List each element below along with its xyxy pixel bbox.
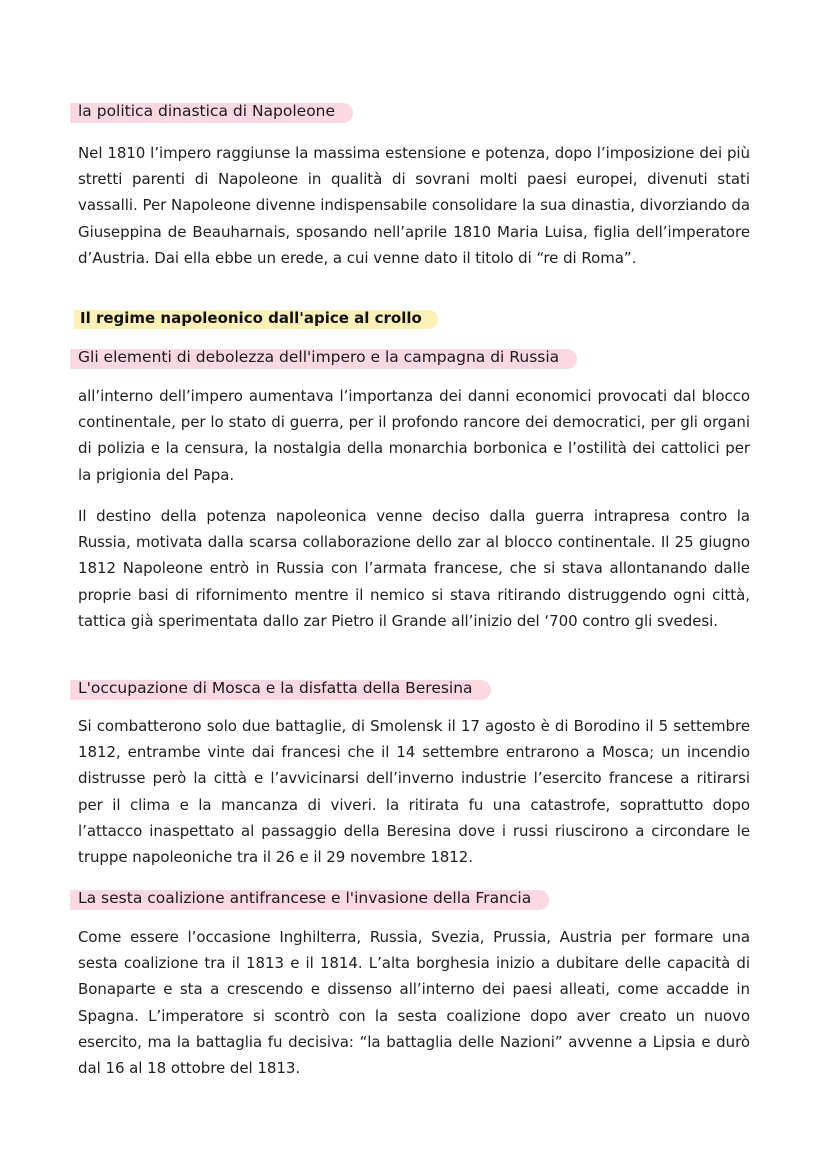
paragraph: all’interno dell’impero aumentava l’importanza dei danni economici provocati dal blocco continentale, per lo stato di guerra, per il profondo rancore dei democratici, per gli organi di polizia e la censura, la nostalgia della monarchia borbonica e l’ostilità dei cattolici per la prigionia del Papa.	[78, 387, 750, 484]
paragraph: Si combatterono solo due battaglie, di Smolensk il 17 agosto è di Borodino il 5 settembre 1812, entrambe vinte dai francesi che il 14 settembre entrarono a Mosca; un incendio distrusse però la città e l’avvicinarsi dell’inverno industrie l’esercito francese a ritirarsi per il clima e la mancanza di viveri. la ritirata fu una catastrofe, soprattutto dopo l’attacco inaspettato al passaggio della Beresina dove i russi riuscirono a circondare le truppe napoleoniche tra il 26 e il 29 novembre 1812.	[78, 717, 750, 867]
section-dynastic-policy	[78, 100, 750, 122]
section-heading: L'occupazione di Mosca e la disfatta della Beresina	[76, 677, 477, 699]
subsection-weakness	[78, 346, 750, 368]
main-heading: Il regime napoleonico dall'apice al crollo	[78, 307, 428, 329]
subsection-sixth-coalition-body	[78, 924, 750, 1081]
paragraph: Il destino della potenza napoleonica venne deciso dalla guerra intrapresa contro la Russia, motivata dalla scarsa collaborazione dello zar al blocco continentale. Il 25 giugno 1812 Napoleone entrò in Russia con l’armata francese, che si stava allontanando dalle proprie basi di rifornimento mentre il nemico si stava ritirando distruggendo ogni città, tattica già sperimentata dallo zar Pietro il Grande all’inizio del ‘700 contro gli svedesi.	[78, 507, 750, 630]
subsection-weakness-body-2	[78, 503, 750, 634]
section-heading: La sesta coalizione antifrancese e l'invasione della Francia	[76, 887, 535, 909]
paragraph: Come essere l’occasione Inghilterra, Russia, Svezia, Prussia, Austria per formare una sesta coalizione tra il 1813 e il 1814. L’alta borghesia inizio a dubitare delle capacità di Bonaparte e sta a crescendo e dissenso all’interno dei paesi alleati, come accadde in Spagna. L’imperatore si scontrò con la sesta coalizione dopo aver creato un nuovo esercito, ma la battaglia fu decisiva: “la battaglia delle Nazioni” avvenne a Lipsia e durò dal 16 al 18 ottobre del 1813.	[78, 928, 750, 1078]
paragraph: Nel 1810 l’impero raggiunse la massima estensione e potenza, dopo l’imposizione dei più stretti parenti di Napoleone in qualità di sovrani molti paesi europei, divenuti stati vassalli. Per Napoleone divenne indispensabile consolidare la sua dinastia, divorziando da Giuseppina de Beauharnais, sposando nell’aprile 1810 Maria Luisa, figlia dell’imperatore d’Austria. Dai ella ebbe un erede, a cui venne dato il titolo di “re di Roma”.	[78, 144, 750, 267]
section-heading: la politica dinastica di Napoleone	[76, 100, 339, 122]
main-heading-block	[78, 307, 750, 329]
subsection-sixth-coalition	[78, 887, 750, 909]
subsection-moscow-body	[78, 713, 750, 870]
section-dynastic-policy-body	[78, 140, 750, 271]
section-heading: Gli elementi di debolezza dell'impero e la campagna di Russia	[76, 346, 563, 368]
subsection-moscow	[78, 677, 750, 699]
subsection-weakness-body-1	[78, 383, 750, 488]
